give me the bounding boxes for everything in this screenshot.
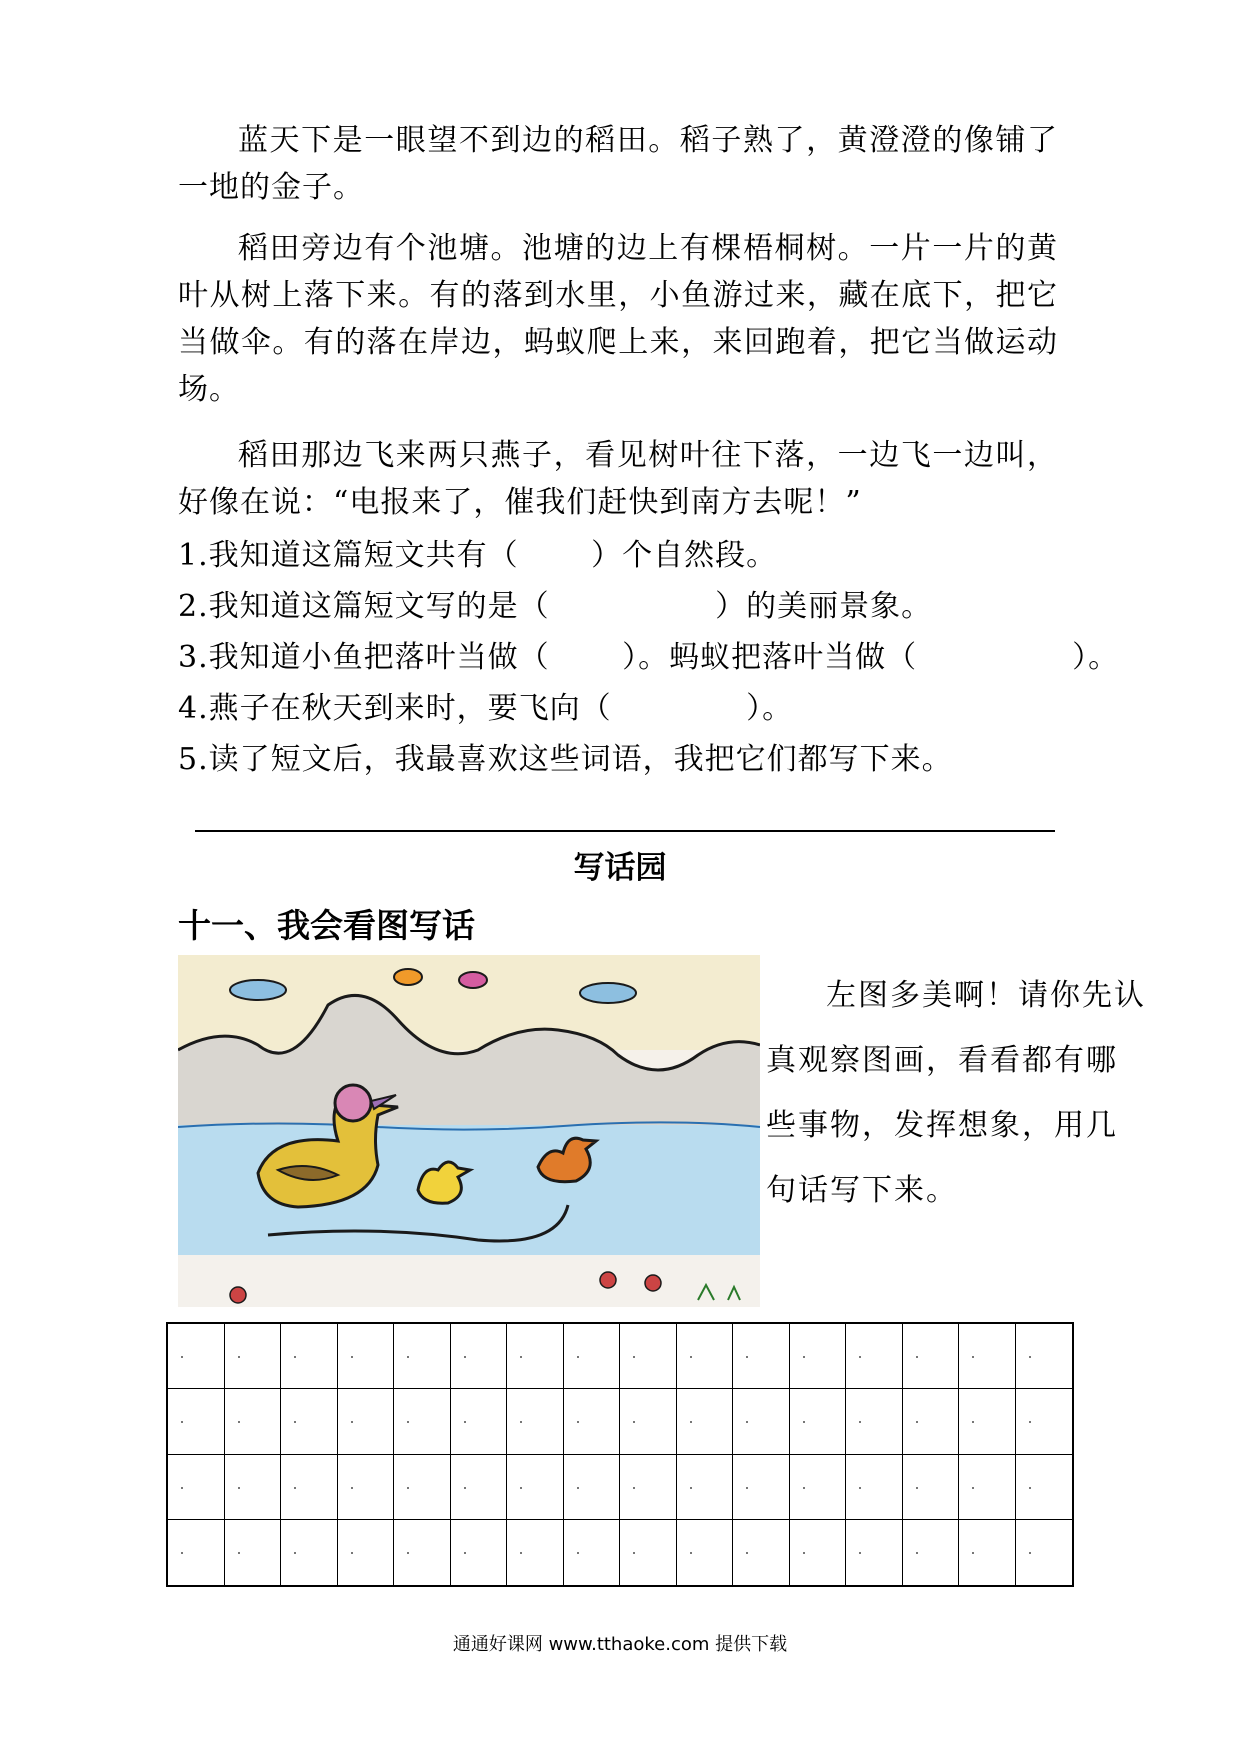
writing-grid-cell[interactable] [394, 1324, 451, 1389]
writing-grid-cell[interactable] [281, 1520, 338, 1585]
writing-grid-cell[interactable] [451, 1455, 508, 1520]
writing-grid-cell[interactable] [225, 1324, 282, 1389]
writing-grid-cell[interactable] [959, 1455, 1016, 1520]
question-4: 4.燕子在秋天到来时，要飞向（ ）。 [178, 691, 794, 726]
writing-grid-cell[interactable] [790, 1520, 847, 1585]
writing-grid-cell[interactable] [677, 1324, 734, 1389]
writing-grid-cell[interactable] [846, 1324, 903, 1389]
writing-grid-cell[interactable] [338, 1520, 395, 1585]
writing-grid-cell[interactable] [168, 1324, 225, 1389]
writing-grid-cell[interactable] [338, 1389, 395, 1454]
writing-grid-cell[interactable] [677, 1520, 734, 1585]
writing-grid-cell[interactable] [168, 1455, 225, 1520]
writing-grid-cell[interactable] [903, 1324, 960, 1389]
writing-grid-cell[interactable] [1016, 1455, 1073, 1520]
writing-grid-cell[interactable] [790, 1324, 847, 1389]
writing-grid-cell[interactable] [1016, 1389, 1073, 1454]
writing-grid-cell[interactable] [733, 1389, 790, 1454]
writing-grid-cell[interactable] [620, 1455, 677, 1520]
question-5: 5.读了短文后，我最喜欢这些词语，我把它们都写下来。 [178, 742, 953, 777]
writing-grid-cell[interactable] [564, 1455, 621, 1520]
writing-grid-cell[interactable] [790, 1389, 847, 1454]
writing-grid-cell[interactable] [281, 1455, 338, 1520]
writing-grid-cell[interactable] [451, 1389, 508, 1454]
passage-paragraph-2: 稻田旁边有个池塘。池塘的边上有棵梧桐树。一片一片的黄叶从树上落下来。有的落到水里，小鱼游过来，藏在底下，把它当做伞。有的落在岸边，蚂蚁爬上来，来回跑着，把它当做运动场。 [178, 231, 1058, 407]
writing-grid-cell[interactable] [677, 1455, 734, 1520]
writing-prompt: 左图多美啊！请你先认真观察图画，看看都有哪些事物，发挥想象，用几句话写下来。 [766, 978, 1146, 1208]
writing-grid-cell[interactable] [394, 1520, 451, 1585]
writing-grid-cell[interactable] [903, 1520, 960, 1585]
writing-grid-cell[interactable] [507, 1520, 564, 1585]
writing-grid-cell[interactable] [507, 1455, 564, 1520]
writing-grid-cell[interactable] [620, 1324, 677, 1389]
question-1: 1.我知道这篇短文共有（ ）个自然段。 [178, 538, 778, 573]
writing-grid-cell[interactable] [225, 1389, 282, 1454]
writing-grid-cell[interactable] [733, 1324, 790, 1389]
writing-grid-cell[interactable] [225, 1520, 282, 1585]
writing-grid-cell[interactable] [564, 1520, 621, 1585]
exercise-heading: 十一、我会看图写话 [178, 906, 475, 945]
writing-grid-cell[interactable] [903, 1455, 960, 1520]
question-3: 3.我知道小鱼把落叶当做（ ）。蚂蚁把落叶当做（ ）。 [178, 640, 1120, 675]
writing-grid-cell[interactable] [451, 1324, 508, 1389]
writing-grid-cell[interactable] [281, 1389, 338, 1454]
writing-grid-cell[interactable] [620, 1520, 677, 1585]
question-2: 2.我知道这篇短文写的是（ ）的美丽景象。 [178, 589, 933, 624]
writing-grid-cell[interactable] [846, 1389, 903, 1454]
section-title: 写话园 [573, 850, 667, 886]
writing-grid-cell[interactable] [225, 1455, 282, 1520]
writing-grid-cell[interactable] [959, 1324, 1016, 1389]
writing-grid-cell[interactable] [959, 1520, 1016, 1585]
writing-grid-cell[interactable] [677, 1389, 734, 1454]
writing-grid-cell[interactable] [168, 1389, 225, 1454]
writing-grid-cell[interactable] [168, 1520, 225, 1585]
writing-grid-cell[interactable] [394, 1455, 451, 1520]
writing-grid-cell[interactable] [338, 1455, 395, 1520]
footer-credit: 通通好课网 www.tthaoke.com 提供下载 [452, 1634, 788, 1655]
writing-grid-cell[interactable] [846, 1520, 903, 1585]
writing-grid-cell[interactable] [451, 1520, 508, 1585]
writing-grid-cell[interactable] [338, 1324, 395, 1389]
section-divider [195, 830, 1055, 832]
writing-grid-cell[interactable] [1016, 1324, 1073, 1389]
writing-grid-cell[interactable] [394, 1389, 451, 1454]
writing-grid[interactable] [166, 1322, 1074, 1587]
writing-grid-cell[interactable] [507, 1389, 564, 1454]
writing-grid-cell[interactable] [903, 1389, 960, 1454]
writing-grid-cell[interactable] [507, 1324, 564, 1389]
writing-grid-cell[interactable] [564, 1324, 621, 1389]
writing-grid-cell[interactable] [281, 1324, 338, 1389]
writing-grid-cell[interactable] [620, 1389, 677, 1454]
writing-grid-cell[interactable] [790, 1455, 847, 1520]
writing-grid-cell[interactable] [1016, 1520, 1073, 1585]
writing-grid-cell[interactable] [733, 1455, 790, 1520]
writing-grid-cell[interactable] [564, 1389, 621, 1454]
passage-paragraph-3: 稻田那边飞来两只燕子，看见树叶往下落，一边飞一边叫，好像在说：“电报来了，催我们赶快到南方去呢！” [178, 438, 1058, 520]
writing-grid-cell[interactable] [733, 1520, 790, 1585]
writing-grid-cell[interactable] [959, 1389, 1016, 1454]
writing-grid-cell[interactable] [846, 1455, 903, 1520]
passage-paragraph-1: 蓝天下是一眼望不到边的稻田。稻子熟了，黄澄澄的像铺了一地的金子。 [178, 123, 1058, 205]
duck-drawing-illustration [178, 955, 760, 1307]
